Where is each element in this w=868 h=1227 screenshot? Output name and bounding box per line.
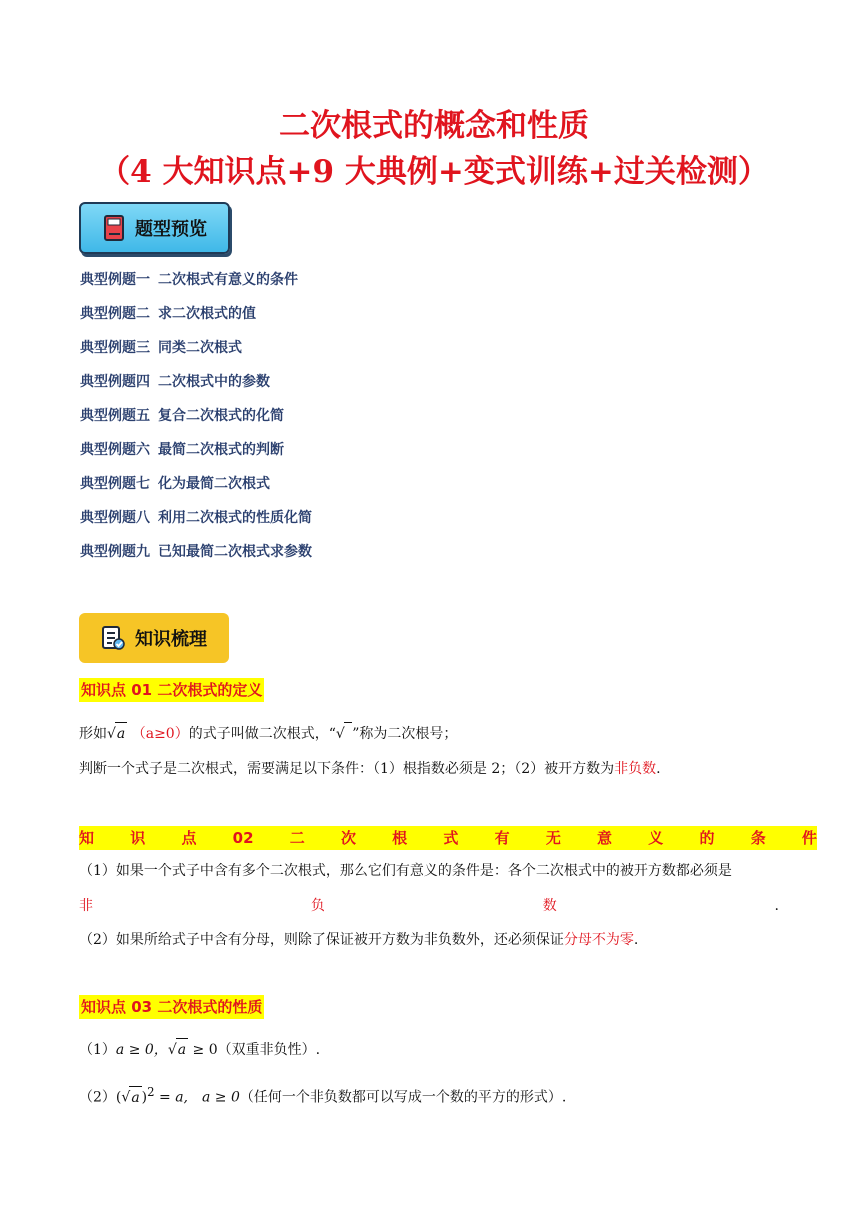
property-two-line: （2）(√a )$^2$ = a, a ≥ 0（任何一个非负数都可以写成一个数的平方的形式）. [79,1081,566,1109]
preview-badge [79,202,230,254]
document-title: 二次根式的概念和性质 [279,108,589,144]
denominator-line: （2）如果所给式子中含有分母，则除了保证被开方数为非负数外，还必须保证分母不为零. [79,932,639,948]
non-negative-line: 非 负 数 . [79,898,779,914]
list-item[interactable]: 典型例题四 二次根式中的参数 [80,374,270,390]
list-item[interactable]: 典型例题二 求二次根式的值 [80,306,256,322]
condition-line: 判断一个式子是二次根式，需要满足以下条件：（1）根指数必须是 2；（2）被开方数为非负数. [79,761,661,777]
list-item[interactable]: 典型例题九 已知最简二次根式求参数 [80,544,312,560]
list-item[interactable]: 典型例题六 最简二次根式的判断 [80,442,284,458]
list-item[interactable]: 典型例题一 二次根式有意义的条件 [80,272,298,288]
multi-radical-line: （1）如果一个式子中含有多个二次根式，那么它们有意义的条件是：各个二次根式中的被开方数都必须是 [79,863,732,879]
list-item[interactable]: 典型例题五 复合二次根式的化简 [80,408,284,424]
knowledge-badge-label: 知识梳理 [135,629,207,650]
section-heading-properties: 知识点 03 二次根式的性质 [79,995,264,1019]
book-icon [103,215,125,241]
list-item[interactable]: 典型例题八 利用二次根式的性质化简 [80,510,312,526]
property-one-line: （1）a ≥ 0，√a ≥ 0（双重非负性）. [79,1038,320,1061]
example-list [80,268,312,574]
checklist-icon [101,625,125,651]
section-heading-meaning-condition: 知 识 点 02 二 次 根 式 有 无 意 义 的 条 件 [79,826,817,850]
knowledge-badge [79,613,229,663]
document-subtitle: （4 大知识点+9 大典例+变式训练+过关检测） [99,154,769,190]
preview-badge-label: 题型预览 [135,219,207,240]
definition-line: 形如√a （a≥0）的式子叫做二次根式，“√ ”称为二次根号； [79,722,457,745]
list-item[interactable]: 典型例题七 化为最简二次根式 [80,476,270,492]
list-item[interactable]: 典型例题三 同类二次根式 [80,340,242,356]
section-heading-definition: 知识点 01 二次根式的定义 [79,678,264,702]
